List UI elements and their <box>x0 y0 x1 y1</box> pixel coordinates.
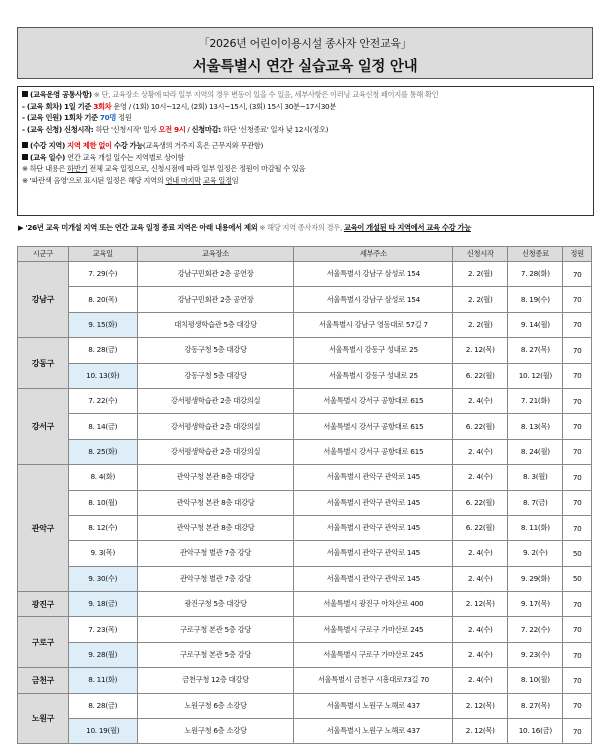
cell-district: 구로구 <box>18 617 69 668</box>
cell-end: 10. 12(월) <box>508 363 563 388</box>
cell-start: 2. 12(목) <box>453 719 508 744</box>
cell-start: 2. 4(수) <box>453 388 508 413</box>
cell-capacity: 50 <box>563 541 592 566</box>
cell-address: 서울특별시 금천구 시흥대로73길 70 <box>294 668 453 693</box>
table-row <box>18 515 592 540</box>
header-date: 교육일 <box>68 247 137 262</box>
cell-date: 10. 13(화) <box>68 363 137 388</box>
cell-capacity: 70 <box>563 592 592 617</box>
title-subtitle: 「2026년 어린이이용시설 종사자 안전교육」 <box>198 37 412 50</box>
note-1: ※ 하단 내용은 하반기 전체 교육 일정으로, 신청시점에 따라 일부 일정은 정원이 마감될 수 있음 <box>22 164 306 173</box>
cell-end: 8. 11(화) <box>508 515 563 540</box>
table-row <box>18 388 592 413</box>
cell-place: 대치평생학습관 5층 대강당 <box>137 312 294 337</box>
cell-end: 9. 17(목) <box>508 592 563 617</box>
header-capacity: 정원 <box>563 247 592 262</box>
cell-capacity: 70 <box>563 262 592 287</box>
table-row <box>18 693 592 718</box>
cell-end: 8. 19(수) <box>508 287 563 312</box>
cell-end: 9. 2(수) <box>508 541 563 566</box>
cell-end: 7. 28(화) <box>508 262 563 287</box>
table-row <box>18 566 592 591</box>
cell-capacity: 70 <box>563 414 592 439</box>
cell-place: 강동구청 5층 대강당 <box>137 363 294 388</box>
cell-start: 2. 4(수) <box>453 617 508 642</box>
cell-start: 2. 2(월) <box>453 262 508 287</box>
cell-place: 강서평생학습관 2층 대강의실 <box>137 388 294 413</box>
cell-capacity: 70 <box>563 465 592 490</box>
cell-address: 서울특별시 노원구 노해로 437 <box>294 719 453 744</box>
cell-address: 서울특별시 강남구 삼성로 154 <box>294 262 453 287</box>
exclusion-note: ▶ '26년 교육 미개설 지역 또는 연간 교육 일정 종료 지역은 아래 내용에서 제외 ※ 해당 지역 종사자의 경우, 교육이 개설된 타 지역에서 교육 수강 가능 <box>18 223 471 232</box>
table-row <box>18 287 592 312</box>
cell-address: 서울특별시 관악구 관악로 145 <box>294 541 453 566</box>
table-row <box>18 465 592 490</box>
cell-end: 8. 7(금) <box>508 490 563 515</box>
table-row <box>18 312 592 337</box>
table-row <box>18 719 592 744</box>
cell-address: 서울특별시 강동구 성내로 25 <box>294 338 453 363</box>
cell-capacity: 70 <box>563 363 592 388</box>
cell-address: 서울특별시 강동구 성내로 25 <box>294 363 453 388</box>
cell-place: 노원구청 6층 소강당 <box>137 719 294 744</box>
cell-start: 2. 2(월) <box>453 312 508 337</box>
cell-start: 6. 22(월) <box>453 490 508 515</box>
cell-date: 9. 28(월) <box>68 642 137 667</box>
cell-capacity: 70 <box>563 515 592 540</box>
cell-start: 2. 4(수) <box>453 566 508 591</box>
cell-date: 9. 30(수) <box>68 566 137 591</box>
cell-capacity: 70 <box>563 388 592 413</box>
cell-date: 8. 28(금) <box>68 338 137 363</box>
cell-capacity: 70 <box>563 668 592 693</box>
cell-date: 8. 10(월) <box>68 490 137 515</box>
cell-capacity: 70 <box>563 312 592 337</box>
table-header-row <box>18 247 592 262</box>
cell-address: 서울특별시 광진구 아차산로 400 <box>294 592 453 617</box>
table-row <box>18 414 592 439</box>
cell-address: 서울특별시 노원구 노해로 437 <box>294 693 453 718</box>
table-row <box>18 439 592 464</box>
cell-address: 서울특별시 관악구 관악로 145 <box>294 465 453 490</box>
cell-date: 7. 29(수) <box>68 262 137 287</box>
cell-place: 강남구민회관 2층 공연장 <box>137 287 294 312</box>
cell-end: 9. 23(수) <box>508 642 563 667</box>
note-2: ※ '파란색 음영'으로 표시된 일정은 해당 지역의 연내 마지막 교육 일정임 <box>22 175 239 185</box>
cell-place: 금천구청 12층 대강당 <box>137 668 294 693</box>
table-row <box>18 592 592 617</box>
cell-end: 8. 3(월) <box>508 465 563 490</box>
cell-start: 2. 4(수) <box>453 439 508 464</box>
cell-start: 6. 22(월) <box>453 363 508 388</box>
cell-start: 6. 22(월) <box>453 414 508 439</box>
cell-end: 8. 27(목) <box>508 693 563 718</box>
cell-place: 강남구민회관 2층 공연장 <box>137 262 294 287</box>
square-bullet-icon <box>22 142 28 148</box>
cell-place: 관악구청 본관 8층 대강당 <box>137 490 294 515</box>
cell-place: 강동구청 5층 대강당 <box>137 338 294 363</box>
cell-date: 8. 25(화) <box>68 439 137 464</box>
table-row <box>18 617 592 642</box>
cell-start: 2. 12(목) <box>453 693 508 718</box>
header-start: 신청시작 <box>453 247 508 262</box>
cell-address: 서울특별시 강서구 공항대로 615 <box>294 439 453 464</box>
table-row <box>18 338 592 363</box>
cell-date: 7. 23(목) <box>68 617 137 642</box>
cell-address: 서울특별시 관악구 관악로 145 <box>294 490 453 515</box>
header-address: 세부주소 <box>294 247 453 262</box>
cell-end: 9. 29(화) <box>508 566 563 591</box>
cell-capacity: 70 <box>563 490 592 515</box>
cell-date: 8. 28(금) <box>68 693 137 718</box>
cell-place: 광진구청 5층 대강당 <box>137 592 294 617</box>
cell-end: 8. 27(목) <box>508 338 563 363</box>
cell-address: 서울특별시 구로구 가마산로 245 <box>294 642 453 667</box>
cell-place: 구로구청 본관 5층 강당 <box>137 617 294 642</box>
cell-place: 관악구청 별관 7층 강당 <box>137 566 294 591</box>
cell-capacity: 70 <box>563 287 592 312</box>
cell-capacity: 70 <box>563 719 592 744</box>
cell-date: 9. 18(금) <box>68 592 137 617</box>
cell-start: 2. 4(수) <box>453 668 508 693</box>
cell-district: 강남구 <box>18 262 69 338</box>
page-title: 서울특별시 연간 실습교육 일정 안내 <box>192 59 418 75</box>
cell-district: 강동구 <box>18 338 69 389</box>
operation-label: (교육운영 공통사항) <box>30 90 92 99</box>
cell-district: 관악구 <box>18 465 69 592</box>
operation-line <box>22 89 589 101</box>
table-row <box>18 490 592 515</box>
cell-date: 7. 22(수) <box>68 388 137 413</box>
cell-date: 9. 15(화) <box>68 312 137 337</box>
cell-place: 관악구청 본관 8층 대강당 <box>137 465 294 490</box>
cell-address: 서울특별시 강서구 공항대로 615 <box>294 414 453 439</box>
cell-end: 8. 24(월) <box>508 439 563 464</box>
cell-date: 8. 20(목) <box>68 287 137 312</box>
cell-address: 서울특별시 관악구 관악로 145 <box>294 566 453 591</box>
cell-date: 10. 19(월) <box>68 719 137 744</box>
table-row <box>18 541 592 566</box>
cell-start: 2. 12(목) <box>453 338 508 363</box>
capacity-line: - (교육 인원) 1회차 기준 70명 정원 <box>22 113 132 122</box>
cell-end: 7. 21(화) <box>508 388 563 413</box>
cell-address: 서울특별시 강남구 영동대로 57길 7 <box>294 312 453 337</box>
cell-capacity: 50 <box>563 566 592 591</box>
rounds-line: - (교육 회차) 1일 기준 3회차 운영 / (1회) 10시~12시, (2회) 13시~15시, (3회) 15시 30분~17시30분 <box>22 101 337 111</box>
cell-end: 7. 22(수) <box>508 617 563 642</box>
table-row <box>18 668 592 693</box>
cell-date: 8. 4(화) <box>68 465 137 490</box>
header-end: 신청종료 <box>508 247 563 262</box>
cell-end: 9. 14(월) <box>508 312 563 337</box>
cell-district: 강서구 <box>18 388 69 464</box>
cell-date: 8. 14(금) <box>68 414 137 439</box>
days-line: (교육 일수) 연간 교육 개설 일수는 지역별로 상이함 <box>22 152 589 164</box>
table-row <box>18 262 592 287</box>
cell-address: 서울특별시 구로구 가마산로 245 <box>294 617 453 642</box>
cell-end: 8. 13(목) <box>508 414 563 439</box>
cell-capacity: 70 <box>563 439 592 464</box>
header-place: 교육장소 <box>137 247 294 262</box>
apply-line: - (교육 신청) 신청시작: 하단 '신청시작' 일자 오전 9시 / 신청마감: 하단 '신청종료' 일자 낮 12시(정오) <box>22 124 329 134</box>
cell-start: 2. 4(수) <box>453 642 508 667</box>
cell-place: 관악구청 별관 7층 강당 <box>137 541 294 566</box>
cell-place: 관악구청 본관 8층 대강당 <box>137 515 294 540</box>
cell-date: 8. 11(화) <box>68 668 137 693</box>
cell-start: 2. 2(월) <box>453 287 508 312</box>
header-district: 시군구 <box>18 247 69 262</box>
cell-place: 구로구청 본관 5층 강당 <box>137 642 294 667</box>
cell-start: 2. 4(수) <box>453 541 508 566</box>
table-row <box>18 363 592 388</box>
cell-district: 금천구 <box>18 668 69 693</box>
cell-date: 8. 12(수) <box>68 515 137 540</box>
cell-capacity: 70 <box>563 693 592 718</box>
table-row <box>18 642 592 667</box>
cell-address: 서울특별시 강남구 삼성로 154 <box>294 287 453 312</box>
operation-note: ※ 단, 교육장소 상황에 따라 일부 지역의 경우 변동이 있을 수 있음, 세부사항은 이러닝 교육신청 페이지를 통해 확인 <box>93 90 439 99</box>
region-line: (수강 지역) 지역 제한 없이 수강 가능(교육생의 거주지 혹은 근무지와 무관함) <box>22 140 589 152</box>
cell-start: 2. 4(수) <box>453 465 508 490</box>
cell-place: 노원구청 6층 소강당 <box>137 693 294 718</box>
notice-box <box>17 86 594 216</box>
cell-date: 9. 3(목) <box>68 541 137 566</box>
cell-capacity: 70 <box>563 617 592 642</box>
cell-address: 서울특별시 관악구 관악로 145 <box>294 515 453 540</box>
cell-district: 노원구 <box>18 693 69 744</box>
schedule-table <box>17 246 592 744</box>
cell-address: 서울특별시 강서구 공항대로 615 <box>294 388 453 413</box>
cell-end: 10. 16(금) <box>508 719 563 744</box>
cell-place: 강서평생학습관 2층 대강의실 <box>137 414 294 439</box>
cell-end: 8. 10(월) <box>508 668 563 693</box>
title-banner <box>17 27 593 79</box>
cell-start: 2. 12(목) <box>453 592 508 617</box>
cell-place: 강서평생학습관 2층 대강의실 <box>137 439 294 464</box>
cell-capacity: 70 <box>563 642 592 667</box>
square-bullet-icon <box>22 91 28 97</box>
cell-capacity: 70 <box>563 338 592 363</box>
cell-start: 6. 22(월) <box>453 515 508 540</box>
cell-district: 광진구 <box>18 592 69 617</box>
square-bullet-icon <box>22 154 28 160</box>
